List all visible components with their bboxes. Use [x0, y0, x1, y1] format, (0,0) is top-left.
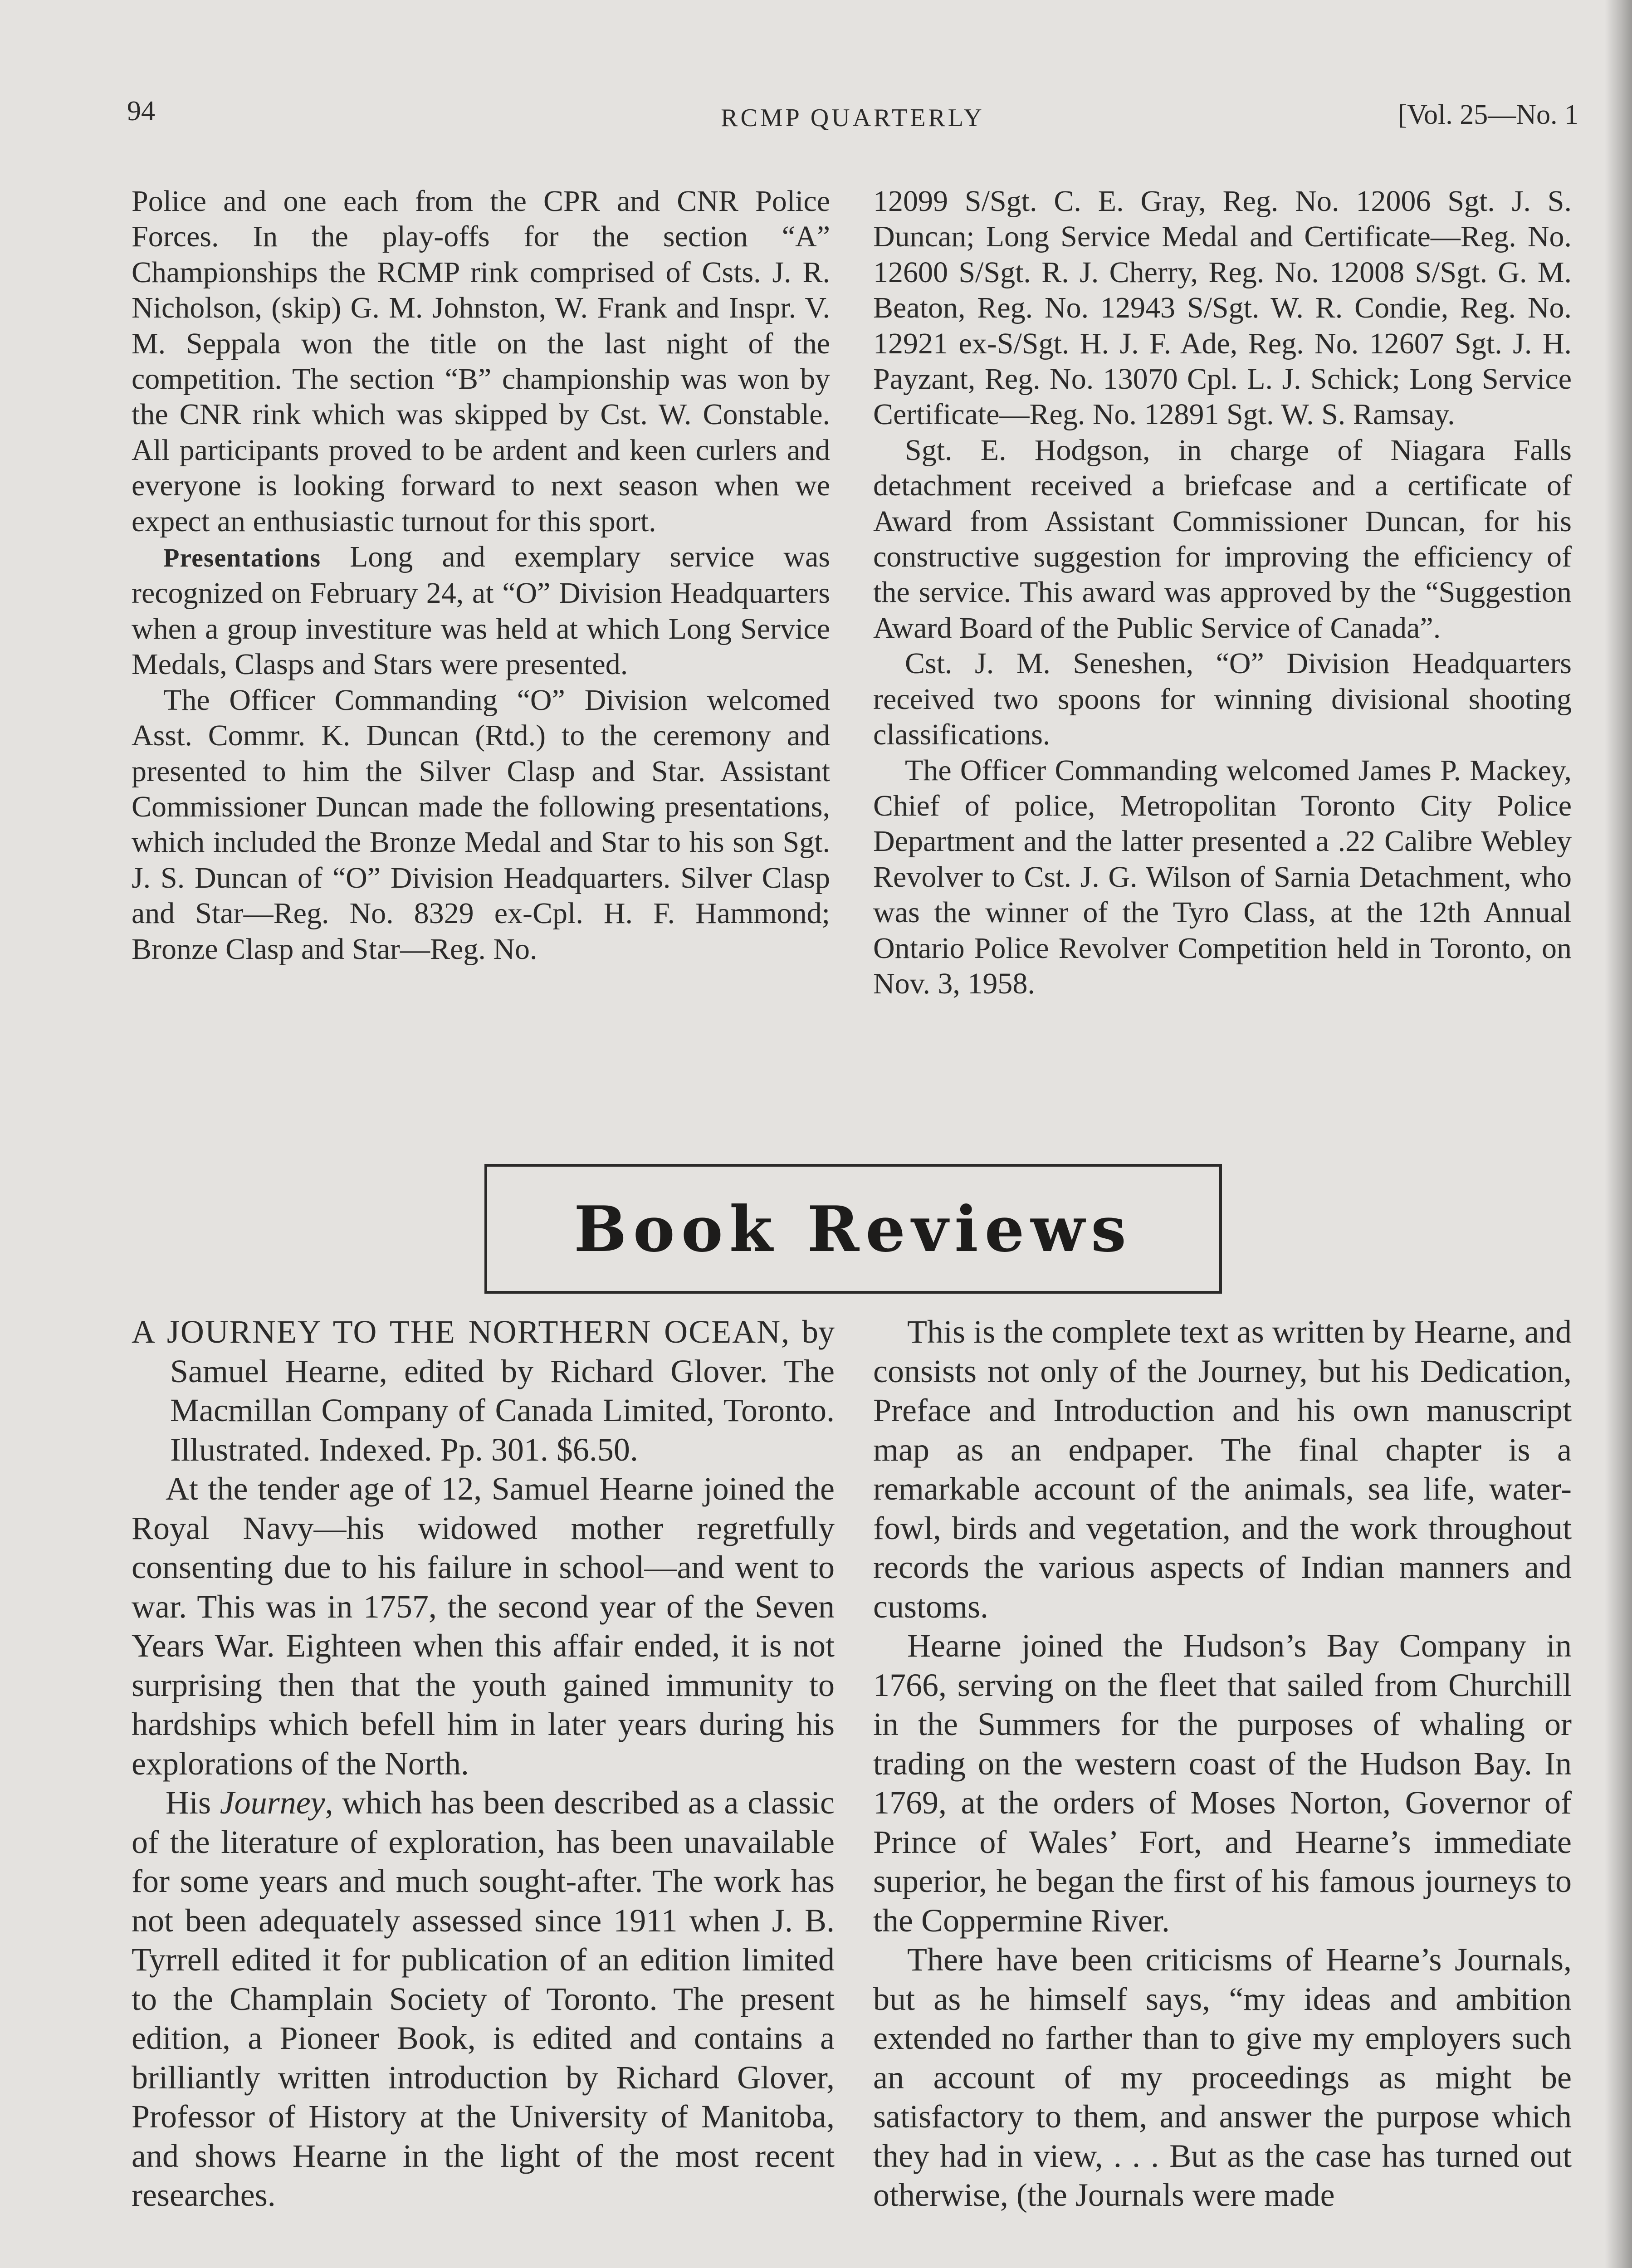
- paragraph-mackey: The Officer Commanding welcomed James P. Mackey, Chief of police, Metropolitan Toronto City Police Department and the latter presented a .22 Calibre Webley Revolver to Cst. J. G. Wilson of Sarnia Detachment, who was the winner of the Tyro Class, at the 12th Annual Ontario Police Revolver Competition held in Toronto, on Nov. 3, 1958.: [873, 753, 1572, 1000]
- paragraph-presentations-text: Long and exemplary service was recognized on February 24, at “O” Division Headquarters when a group investiture was held at which Long Service Medals, Clasps and Stars were presented.: [132, 540, 830, 681]
- page-edge-shadow: [1605, 0, 1632, 2268]
- paragraph-seneshen: Cst. J. M. Seneshen, “O” Division Headquarters received two spoons for winning divisional shooting classifications.: [873, 647, 1572, 752]
- paragraph-medal-list: 12099 S/Sgt. C. E. Gray, Reg. No. 12006 Sgt. J. S. Duncan; Long Service Medal and Certificate—Reg. No. 12600 S/Sgt. R. J. Cherry, Reg. No. 12008 S/Sgt. G. M. Beaton, Reg. No. 12943 S/Sgt. W. R. Condie, Reg. No. 12921 ex-S/Sgt. H. J. F. Ade, Reg. No. 12607 Sgt. J. H. Payzant, Reg. No. 13070 Cpl. L. J. Schick; Long Service Certificate—Reg. No. 12891 Sgt. W. S. Ramsay.: [873, 185, 1572, 431]
- column-upper-left: [132, 184, 830, 967]
- book-reviews-banner: [484, 1164, 1222, 1294]
- paragraph-presentations: [132, 539, 830, 683]
- column-lower-right: [873, 1312, 1572, 2215]
- book-citation: [132, 1312, 835, 1469]
- column-lower-left: [132, 1312, 835, 2215]
- running-header: [127, 91, 1578, 145]
- italic-journey: Journey: [220, 1784, 325, 1821]
- paragraph-hearne-youth: At the tender age of 12, Samuel Hearne joined the Royal Navy—his widowed mother regretfully consenting due to his failure in school—and went to war. This was in 1757, the second year of the Seven Years War. Eighteen when this affair ended, it is not surprising then that the youth gained immunity to hardships which befell him in later years during his explorations of the North.: [132, 1471, 835, 1782]
- page-number: 94: [127, 96, 155, 127]
- book-title: A JOURNEY TO THE NORTHERN OCEAN,: [132, 1314, 791, 1350]
- paragraph-officer-commanding: The Officer Commanding “O” Division welcomed Asst. Commr. K. Duncan (Rtd.) to the ceremony and presented to him the Silver Clasp and Star. Assistant Commissioner Duncan made the following presentations, which included the Bronze Medal and Star to his son Sgt. J. S. Duncan of “O” Division Headquarters. Silver Clasp and Star—Reg. No. 8329 ex-Cpl. H. F. Hammond; Bronze Clasp and Star—Reg. No.: [132, 683, 830, 966]
- paragraph-journey: [132, 1783, 835, 2215]
- section-heading-presentations: Presentations: [163, 543, 321, 573]
- book-details: by Samuel Hearne, edited by Richard Glover. The Macmillan Company of Canada Limited, Toronto. Illustrated. Indexed. Pp. 301. $6.50.: [170, 1314, 835, 1468]
- column-upper-right: [873, 184, 1572, 1002]
- volume-issue: [Vol. 25—No. 1: [1397, 99, 1578, 130]
- paragraph-hodgson: Sgt. E. Hodgson, in charge of Niagara Falls detachment received a briefcase and a certificate of Award from Assistant Commissioner Duncan, for his constructive suggestion for improving the efficiency of the service. This award was approved by the “Suggestion Award Board of the Public Service of Canada”.: [873, 433, 1572, 645]
- paragraph-complete-text: This is the complete text as written by Hearne, and consists not only of the Journey, but his Dedication, Preface and Introduction and his own manuscript map as an endpaper. The final chapter is a remarkable account of the animals, sea life, water-fowl, birds and vegetation, and the work throughout records the various aspects of Indian manners and customs.: [873, 1314, 1572, 1625]
- paragraph-criticisms: There have been criticisms of Hearne’s Journals, but as he himself says, “my ideas and ambition extended no farther than to give my employers such an account of my proceedings as might be satisfactory to them, and answer the purpose which they had in view, . . . But as the case has turned out otherwise, (the Journals were made: [873, 1941, 1572, 2213]
- paragraph-hudsons-bay: Hearne joined the Hudson’s Bay Company in 1766, serving on the fleet that sailed from Churchill in the Summers for the purposes of whaling or trading on the western coast of the Hudson Bay. In 1769, at the orders of Moses Norton, Governor of Prince of Wales’ Fort, and Hearne’s immediate superior, he began the first of his famous journeys to the Coppermine River.: [873, 1628, 1572, 1939]
- journal-title: RCMP QUARTERLY: [721, 104, 985, 132]
- paragraph-curling: Police and one each from the CPR and CNR Police Forces. In the play-offs for the section “A” Championships the RCMP rink comprised of Csts. J. R. Nicholson, (skip) G. M. Johnston, W. Frank and Inspr. V. M. Seppala won the title on the last night of the competition. The section “B” championship was won by the CNR rink which was skipped by Cst. W. Constable. All participants proved to be ardent and keen curlers and everyone is looking forward to next season when we expect an enthusiastic turnout for this sport.: [132, 185, 830, 538]
- text-run: , which has been described as a classic of the literature of exploration, has been unavailable for some years and much sought-after. The work has not been adequately assessed since 1911 when J. B. Tyrrell edited it for publication of an edition limited to the Champlain Society of Toronto. The present edition, a Pioneer Book, is edited and contains a brilliantly written introduction by Richard Glover, Professor of History at the University of Manitoba, and shows Hearne in the light of the most recent researches.: [132, 1784, 835, 2213]
- text-run: His: [166, 1784, 220, 1821]
- section-title: Book Reviews: [574, 1192, 1133, 1266]
